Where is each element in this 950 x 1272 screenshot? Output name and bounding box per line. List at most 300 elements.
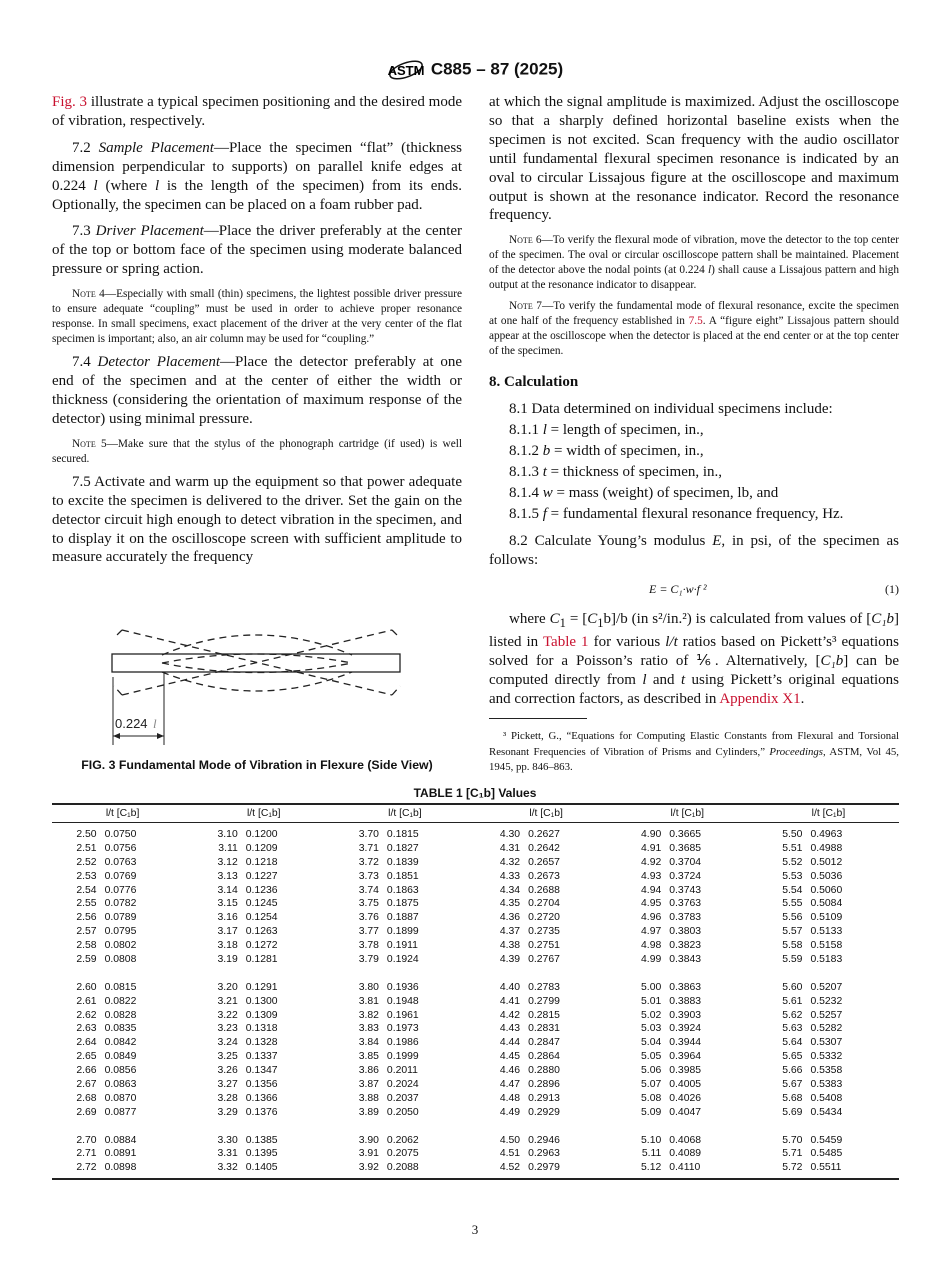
c1b-value: 0.1245 xyxy=(245,898,278,910)
lt-value: 5.61 xyxy=(782,995,803,1007)
c1b-value: 0.1899 xyxy=(386,926,419,938)
title: Sample Placement xyxy=(98,139,214,156)
text: ³ Pickett, G., “Equations for Computing Elastic Constants from Flexural and Torsional Resonant Frequencies of Vibration of Prisms and Cylinders,” xyxy=(489,730,899,758)
var: C₁b xyxy=(871,611,894,628)
c1b-value: 0.0870 xyxy=(104,1092,137,1104)
c1b-value: 0.5109 xyxy=(810,912,843,924)
c1b-value: 0.3924 xyxy=(669,1023,702,1035)
table-column xyxy=(617,828,758,1175)
table-row xyxy=(476,842,617,856)
lt-value: 3.92 xyxy=(358,1162,379,1174)
num: 7.4 xyxy=(72,354,98,371)
c1b-value: 0.4963 xyxy=(810,829,843,840)
text: ] can be computed directly from xyxy=(489,653,899,689)
lt-value: 2.65 xyxy=(76,1051,97,1063)
table-row xyxy=(758,995,899,1009)
lt-value: 4.95 xyxy=(641,898,662,910)
right-column xyxy=(489,93,899,717)
c1b-value: 0.2720 xyxy=(528,912,560,924)
lt-value: 5.60 xyxy=(782,981,803,993)
num: 8.1.4 xyxy=(509,484,543,501)
c1b-value: 0.5012 xyxy=(810,856,843,868)
table-row xyxy=(476,870,617,884)
table-row xyxy=(617,1050,758,1064)
table-row xyxy=(617,981,758,995)
lt-value: 3.19 xyxy=(217,954,238,966)
text: 8.2 Calculate Young’s modulus xyxy=(509,532,713,549)
table-row xyxy=(476,1050,617,1064)
lt-value: 4.45 xyxy=(499,1051,521,1063)
table-row xyxy=(758,870,899,884)
lt-value: 5.52 xyxy=(782,856,803,868)
lt-value: 3.13 xyxy=(217,870,238,882)
lt-value: 3.74 xyxy=(358,884,379,896)
table-row xyxy=(476,1106,617,1120)
table-row xyxy=(334,1078,475,1092)
c1b-value: 0.1827 xyxy=(386,842,419,854)
table-row xyxy=(52,925,193,939)
var: l xyxy=(93,177,98,194)
lt-value: 3.11 xyxy=(218,842,238,854)
table-row xyxy=(193,995,334,1009)
c1b-value: 0.4089 xyxy=(669,1148,702,1160)
c1b-value: 0.2011 xyxy=(386,1065,418,1077)
text: is the length of the specimen) from its ends. Optionally, the specimen can be placed on a foam rubber pad. xyxy=(52,177,463,213)
list-item xyxy=(509,505,899,524)
table-row xyxy=(617,1092,758,1106)
text: —Especially with small (thin) specimens, the lightest possible driver pressure to ensure adequate “coupling” must be used in order to achieve proper resonance response. In small specimens, exact placement of the driver at the very center of the flat specimen is important; also, an air column may be used for “coupling.” xyxy=(52,288,462,346)
table-row xyxy=(334,1106,475,1120)
c1b-value: 0.4005 xyxy=(669,1079,702,1091)
table-row xyxy=(758,953,899,967)
var: C₁b xyxy=(820,653,844,670)
table-row xyxy=(476,856,617,870)
dimension-unit: l xyxy=(153,716,157,731)
c1b-value: 0.5207 xyxy=(810,981,843,993)
lt-value: 3.16 xyxy=(217,912,238,924)
table-row xyxy=(334,1009,475,1023)
table-row xyxy=(193,1161,334,1175)
text: using Pickett’s original equations and correction factors, as described in xyxy=(489,672,899,708)
lt-value: 2.58 xyxy=(76,940,97,952)
equation-1 xyxy=(489,580,899,599)
lt-value: 3.75 xyxy=(358,898,379,910)
table-row xyxy=(334,842,475,856)
lt-value: 3.28 xyxy=(217,1092,238,1104)
table-row xyxy=(334,870,475,884)
column-header: l/t [C₁b] xyxy=(105,808,140,819)
table-row xyxy=(617,1064,758,1078)
table-row xyxy=(193,1050,334,1064)
lt-value: 2.55 xyxy=(76,898,97,910)
table-row xyxy=(193,939,334,953)
c1b-value: 0.5485 xyxy=(810,1148,843,1160)
lt-value: 3.73 xyxy=(358,870,379,882)
lt-value: 4.91 xyxy=(641,842,662,854)
text: = width of specimen, in., xyxy=(550,443,704,460)
table-row xyxy=(334,1147,475,1161)
c1b-value: 0.1815 xyxy=(386,829,419,840)
table-row xyxy=(52,1050,193,1064)
c1b-value: 0.0750 xyxy=(104,829,137,840)
column-header: l/t [C₁b] xyxy=(388,808,422,819)
c1b-value: 0.5434 xyxy=(810,1106,843,1118)
lt-value: 2.64 xyxy=(76,1037,97,1049)
note-5 xyxy=(52,437,462,467)
c1b-value: 0.2688 xyxy=(528,884,560,896)
c1b-value: 0.5133 xyxy=(810,926,843,938)
c1b-value: 0.2896 xyxy=(528,1079,560,1091)
table-row xyxy=(758,925,899,939)
lt-value: 5.67 xyxy=(782,1079,803,1091)
lt-value: 3.17 xyxy=(217,926,238,938)
paragraph-8-1: 8.1 Data determined on individual specimens include: xyxy=(509,401,833,418)
c1b-value: 0.2673 xyxy=(528,870,560,882)
c1b-value: 0.1366 xyxy=(245,1092,278,1104)
c1b-value: 0.1318 xyxy=(245,1023,278,1035)
table-row xyxy=(52,995,193,1009)
c1b-value: 0.0842 xyxy=(104,1037,137,1049)
lt-value: 4.94 xyxy=(641,884,662,896)
c1b-value: 0.5332 xyxy=(810,1051,843,1063)
table-row xyxy=(52,842,193,856)
c1b-value: 0.3803 xyxy=(669,926,702,938)
c1b-value: 0.3883 xyxy=(669,995,702,1007)
c1b-value: 0.5511 xyxy=(810,1162,842,1174)
lt-value: 5.06 xyxy=(641,1065,662,1077)
table-row xyxy=(193,953,334,967)
num: 8.1.2 xyxy=(509,443,543,460)
table-row xyxy=(334,1036,475,1050)
lt-value: 3.31 xyxy=(217,1148,238,1160)
text: —Place the specimen “flat” (thickness dimension perpendicular to supports) on parallel knife edges at 0.224 xyxy=(52,139,462,194)
table-row xyxy=(758,897,899,911)
paragraph-7-3 xyxy=(52,222,462,279)
var: w xyxy=(542,484,553,501)
lt-value: 4.52 xyxy=(499,1162,521,1174)
c1b-value: 0.1851 xyxy=(386,870,419,882)
c1b-value: 0.2767 xyxy=(528,954,560,966)
table-row xyxy=(52,1009,193,1023)
svg-text:ASTM: ASTM xyxy=(387,63,425,78)
lt-value: 4.38 xyxy=(499,940,521,952)
c1b-value: 0.1227 xyxy=(245,870,278,882)
appendix-x1-link[interactable]: Appendix X1 xyxy=(719,691,801,708)
lt-value: 3.22 xyxy=(217,1009,238,1021)
lt-value: 5.05 xyxy=(641,1051,662,1063)
lt-value: 3.21 xyxy=(217,995,238,1007)
table-row xyxy=(334,884,475,898)
c1b-value: 0.3763 xyxy=(669,898,702,910)
lt-value: 3.89 xyxy=(358,1106,379,1118)
c1b-value: 0.5232 xyxy=(810,995,843,1007)
lt-value: 4.98 xyxy=(641,940,662,952)
lt-value: 5.07 xyxy=(641,1079,662,1091)
note-4 xyxy=(52,287,462,347)
c1b-value: 0.5158 xyxy=(810,940,843,952)
table-row xyxy=(617,1036,758,1050)
table-column xyxy=(193,828,334,1175)
lt-value: 3.80 xyxy=(358,981,379,993)
c1b-value: 0.2735 xyxy=(528,926,560,938)
table-row xyxy=(334,911,475,925)
var: l xyxy=(542,422,547,439)
column-header: l/t [C₁b] xyxy=(670,808,705,819)
text: , ASTM, Vol 45, 1945, pp. 846–863. xyxy=(489,745,899,773)
lt-value: 5.54 xyxy=(782,884,803,896)
c1b-value: 0.1863 xyxy=(386,884,419,896)
table-row xyxy=(617,939,758,953)
c1b-value: 0.1986 xyxy=(386,1037,419,1049)
table-row xyxy=(52,1022,193,1036)
vibration-diagram xyxy=(52,620,462,750)
table-row xyxy=(758,842,899,856)
lt-value: 3.78 xyxy=(358,940,379,952)
section-7-5-link[interactable]: 7.5 xyxy=(688,315,703,328)
table-row xyxy=(617,856,758,870)
table-row xyxy=(617,884,758,898)
table-row xyxy=(476,995,617,1009)
table-row xyxy=(334,1050,475,1064)
text: = fundamental flexural resonance frequency, Hz. xyxy=(546,505,844,522)
table-row xyxy=(193,842,334,856)
text: illustrate a typical specimen positioning and the desired mode of vibration, respectively. xyxy=(52,94,462,129)
table-row xyxy=(758,1064,899,1078)
text: —Make sure that the stylus of the phonograph cartridge (if used) is well secured. xyxy=(52,437,462,465)
lt-value: 5.69 xyxy=(782,1106,803,1118)
lt-value: 3.23 xyxy=(217,1023,238,1035)
c1b-value: 0.3843 xyxy=(669,954,702,966)
table-row xyxy=(617,828,758,842)
fig-3-link[interactable]: Fig. 3 xyxy=(52,94,88,110)
table-row xyxy=(758,1050,899,1064)
table-row xyxy=(52,1092,193,1106)
lt-value: 3.71 xyxy=(358,842,379,854)
table-row xyxy=(617,925,758,939)
table-row xyxy=(193,911,334,925)
c1b-value: 0.5408 xyxy=(810,1092,843,1104)
lt-value: 2.57 xyxy=(76,926,97,938)
lt-value: 5.53 xyxy=(782,870,803,882)
c1b-value: 0.5383 xyxy=(810,1079,843,1091)
note-label: Note 7 xyxy=(509,300,542,313)
c1b-value: 0.1875 xyxy=(386,898,419,910)
c1b-value: 0.4026 xyxy=(669,1092,702,1104)
table-row xyxy=(476,1036,617,1050)
table-row xyxy=(617,870,758,884)
lt-value: 2.62 xyxy=(76,1009,97,1021)
standard-designation: C885 – 87 (2025) xyxy=(430,59,564,79)
c1b-value: 0.1309 xyxy=(245,1009,278,1021)
c1b-value: 0.1291 xyxy=(245,981,278,993)
lt-value: 5.04 xyxy=(641,1037,662,1049)
c1b-value: 0.2642 xyxy=(528,842,560,854)
c1b-value: 0.5084 xyxy=(810,898,843,910)
table-row xyxy=(758,1134,899,1148)
c1b-value: 0.1376 xyxy=(245,1106,278,1118)
dimension-label: 0.224 xyxy=(115,716,148,731)
c1b-value: 0.3783 xyxy=(669,912,702,924)
table-row xyxy=(476,925,617,939)
note-label: Note 4 xyxy=(72,288,105,301)
table-row xyxy=(52,911,193,925)
table-title: TABLE 1 [C₁b] Values xyxy=(413,786,537,800)
c1b-value: 0.2847 xyxy=(528,1037,560,1049)
lt-value: 3.91 xyxy=(358,1148,379,1160)
table-row xyxy=(334,856,475,870)
note-label: Note 6 xyxy=(509,234,542,247)
lt-value: 4.36 xyxy=(499,912,521,924)
c1b-value: 0.1405 xyxy=(245,1162,278,1174)
lt-value: 3.77 xyxy=(358,926,379,938)
c1b-value: 0.5307 xyxy=(810,1037,843,1049)
lt-value: 5.55 xyxy=(782,898,803,910)
lt-value: 2.61 xyxy=(76,995,97,1007)
lt-value: 2.51 xyxy=(76,842,97,854)
table-row xyxy=(193,1009,334,1023)
c1b-value: 0.1337 xyxy=(245,1051,278,1063)
text: ratios based on Pickett’s³ equations solved for a Poisson’s ratio of ⅙. Alternatively, [ xyxy=(489,634,899,670)
lt-value: 4.99 xyxy=(641,954,662,966)
lt-value: 2.67 xyxy=(76,1079,97,1091)
lt-value: 3.79 xyxy=(358,954,379,966)
lt-value: 4.50 xyxy=(499,1134,521,1146)
lt-value: 4.90 xyxy=(641,829,662,840)
page-number: 3 xyxy=(471,1222,479,1237)
lt-value: 4.32 xyxy=(499,856,521,868)
lt-value: 2.60 xyxy=(76,981,97,993)
var: t xyxy=(542,463,547,480)
table-row xyxy=(334,939,475,953)
c1b-value: 0.0782 xyxy=(104,898,137,910)
lt-value: 3.18 xyxy=(217,940,238,952)
c1b-value: 0.2050 xyxy=(386,1106,419,1118)
table-row xyxy=(476,1134,617,1148)
table-row xyxy=(758,911,899,925)
c1b-value: 0.3665 xyxy=(669,829,702,840)
table-row xyxy=(476,911,617,925)
lt-value: 5.70 xyxy=(782,1134,803,1146)
note-6 xyxy=(489,233,899,293)
footnote-text xyxy=(489,729,899,776)
lt-value: 5.01 xyxy=(641,995,662,1007)
c1b-value: 0.0822 xyxy=(104,995,137,1007)
c1b-value: 0.3685 xyxy=(669,842,702,854)
note-7 xyxy=(489,299,899,359)
paragraph-7-5-cont: at which the signal amplitude is maximized. Adjust the oscilloscope so that a sharply defined horizontal baseline exists when the specimen is not excited. Scan frequency with the audio oscillator until fundamental flexural specimen resonance is indicated by an oval to circular Lissajous figure at the oscilloscope and maximum output is shown at the resonance indicator. Record the resonance frequency. xyxy=(489,94,899,224)
table-row xyxy=(758,1009,899,1023)
text: = mass (weight) of specimen, lb, and xyxy=(552,484,779,501)
lt-value: 3.86 xyxy=(358,1065,379,1077)
var: l/t xyxy=(665,634,678,651)
table-column xyxy=(52,828,193,1175)
lt-value: 2.71 xyxy=(76,1148,97,1160)
c1b-value: 0.1328 xyxy=(245,1037,278,1049)
lt-value: 2.63 xyxy=(76,1023,97,1035)
table-row xyxy=(617,911,758,925)
lt-value: 2.68 xyxy=(76,1092,97,1104)
list-item xyxy=(509,484,899,503)
c1b-value: 0.1839 xyxy=(386,856,419,868)
table-row xyxy=(193,897,334,911)
lt-value: 3.82 xyxy=(358,1009,379,1021)
c1b-value: 0.0795 xyxy=(104,926,137,938)
table-row xyxy=(617,1078,758,1092)
c1b-value: 0.2979 xyxy=(528,1162,560,1174)
lt-value: 5.68 xyxy=(782,1092,803,1104)
table-row xyxy=(52,856,193,870)
table-row xyxy=(758,939,899,953)
table-row xyxy=(617,1022,758,1036)
lt-value: 3.14 xyxy=(217,884,238,896)
table-row xyxy=(193,981,334,995)
lt-value: 5.72 xyxy=(782,1162,803,1174)
lt-value: 3.84 xyxy=(358,1037,379,1049)
c1b-value: 0.2929 xyxy=(528,1106,560,1118)
table-row xyxy=(334,828,475,842)
c1b-value: 0.0802 xyxy=(104,940,137,952)
lt-value: 4.47 xyxy=(499,1079,521,1091)
c1b-value: 0.1936 xyxy=(386,981,419,993)
table-1-link[interactable]: Table 1 xyxy=(542,634,589,651)
table-row xyxy=(193,1134,334,1148)
table-row xyxy=(52,828,193,842)
text: —To verify the fundamental mode of flexural resonance, excite the specimen at one half of the frequency established in xyxy=(489,300,899,328)
lt-value: 5.57 xyxy=(782,926,803,938)
lt-value: 2.69 xyxy=(76,1106,97,1118)
c1b-value: 0.5257 xyxy=(810,1009,843,1021)
figure-caption: FIG. 3 Fundamental Mode of Vibration in Flexure (Side View) xyxy=(81,758,433,772)
table-row xyxy=(758,981,899,995)
lt-value: 5.02 xyxy=(641,1009,662,1021)
c1b-value: 0.3863 xyxy=(669,981,702,993)
table-row xyxy=(476,1161,617,1175)
c1b-value: 0.2657 xyxy=(528,856,560,868)
table-row xyxy=(617,953,758,967)
c1b-value: 0.1911 xyxy=(386,940,418,952)
c1b-value: 0.1924 xyxy=(386,954,419,966)
text: where xyxy=(509,611,550,628)
c1b-value: 0.1961 xyxy=(386,1009,419,1021)
lt-value: 3.25 xyxy=(217,1051,238,1063)
table-row xyxy=(193,1022,334,1036)
journal: Proceedings xyxy=(769,745,823,758)
table-row xyxy=(334,1022,475,1036)
table-row xyxy=(476,897,617,911)
var: C xyxy=(549,611,560,628)
lt-value: 3.27 xyxy=(217,1079,238,1091)
lt-value: 4.42 xyxy=(499,1009,521,1021)
list-item xyxy=(509,463,899,482)
table-row xyxy=(758,884,899,898)
text: , in psi, of the specimen as follows: xyxy=(489,532,899,568)
table-row xyxy=(334,1161,475,1175)
c1b-value: 0.1999 xyxy=(386,1051,419,1063)
lt-value: 5.03 xyxy=(641,1023,662,1035)
table-row xyxy=(617,995,758,1009)
c1b-value: 0.1347 xyxy=(245,1065,278,1077)
table-row xyxy=(52,1106,193,1120)
c1b-value: 0.0835 xyxy=(104,1023,137,1035)
c1b-value: 0.4068 xyxy=(669,1134,702,1146)
table-row xyxy=(617,842,758,856)
c1b-value: 0.3823 xyxy=(669,940,702,952)
table-row xyxy=(476,1064,617,1078)
table-row xyxy=(476,939,617,953)
text: . xyxy=(800,691,805,708)
lt-value: 3.83 xyxy=(358,1023,379,1035)
c1b-value: 0.0769 xyxy=(104,870,137,882)
